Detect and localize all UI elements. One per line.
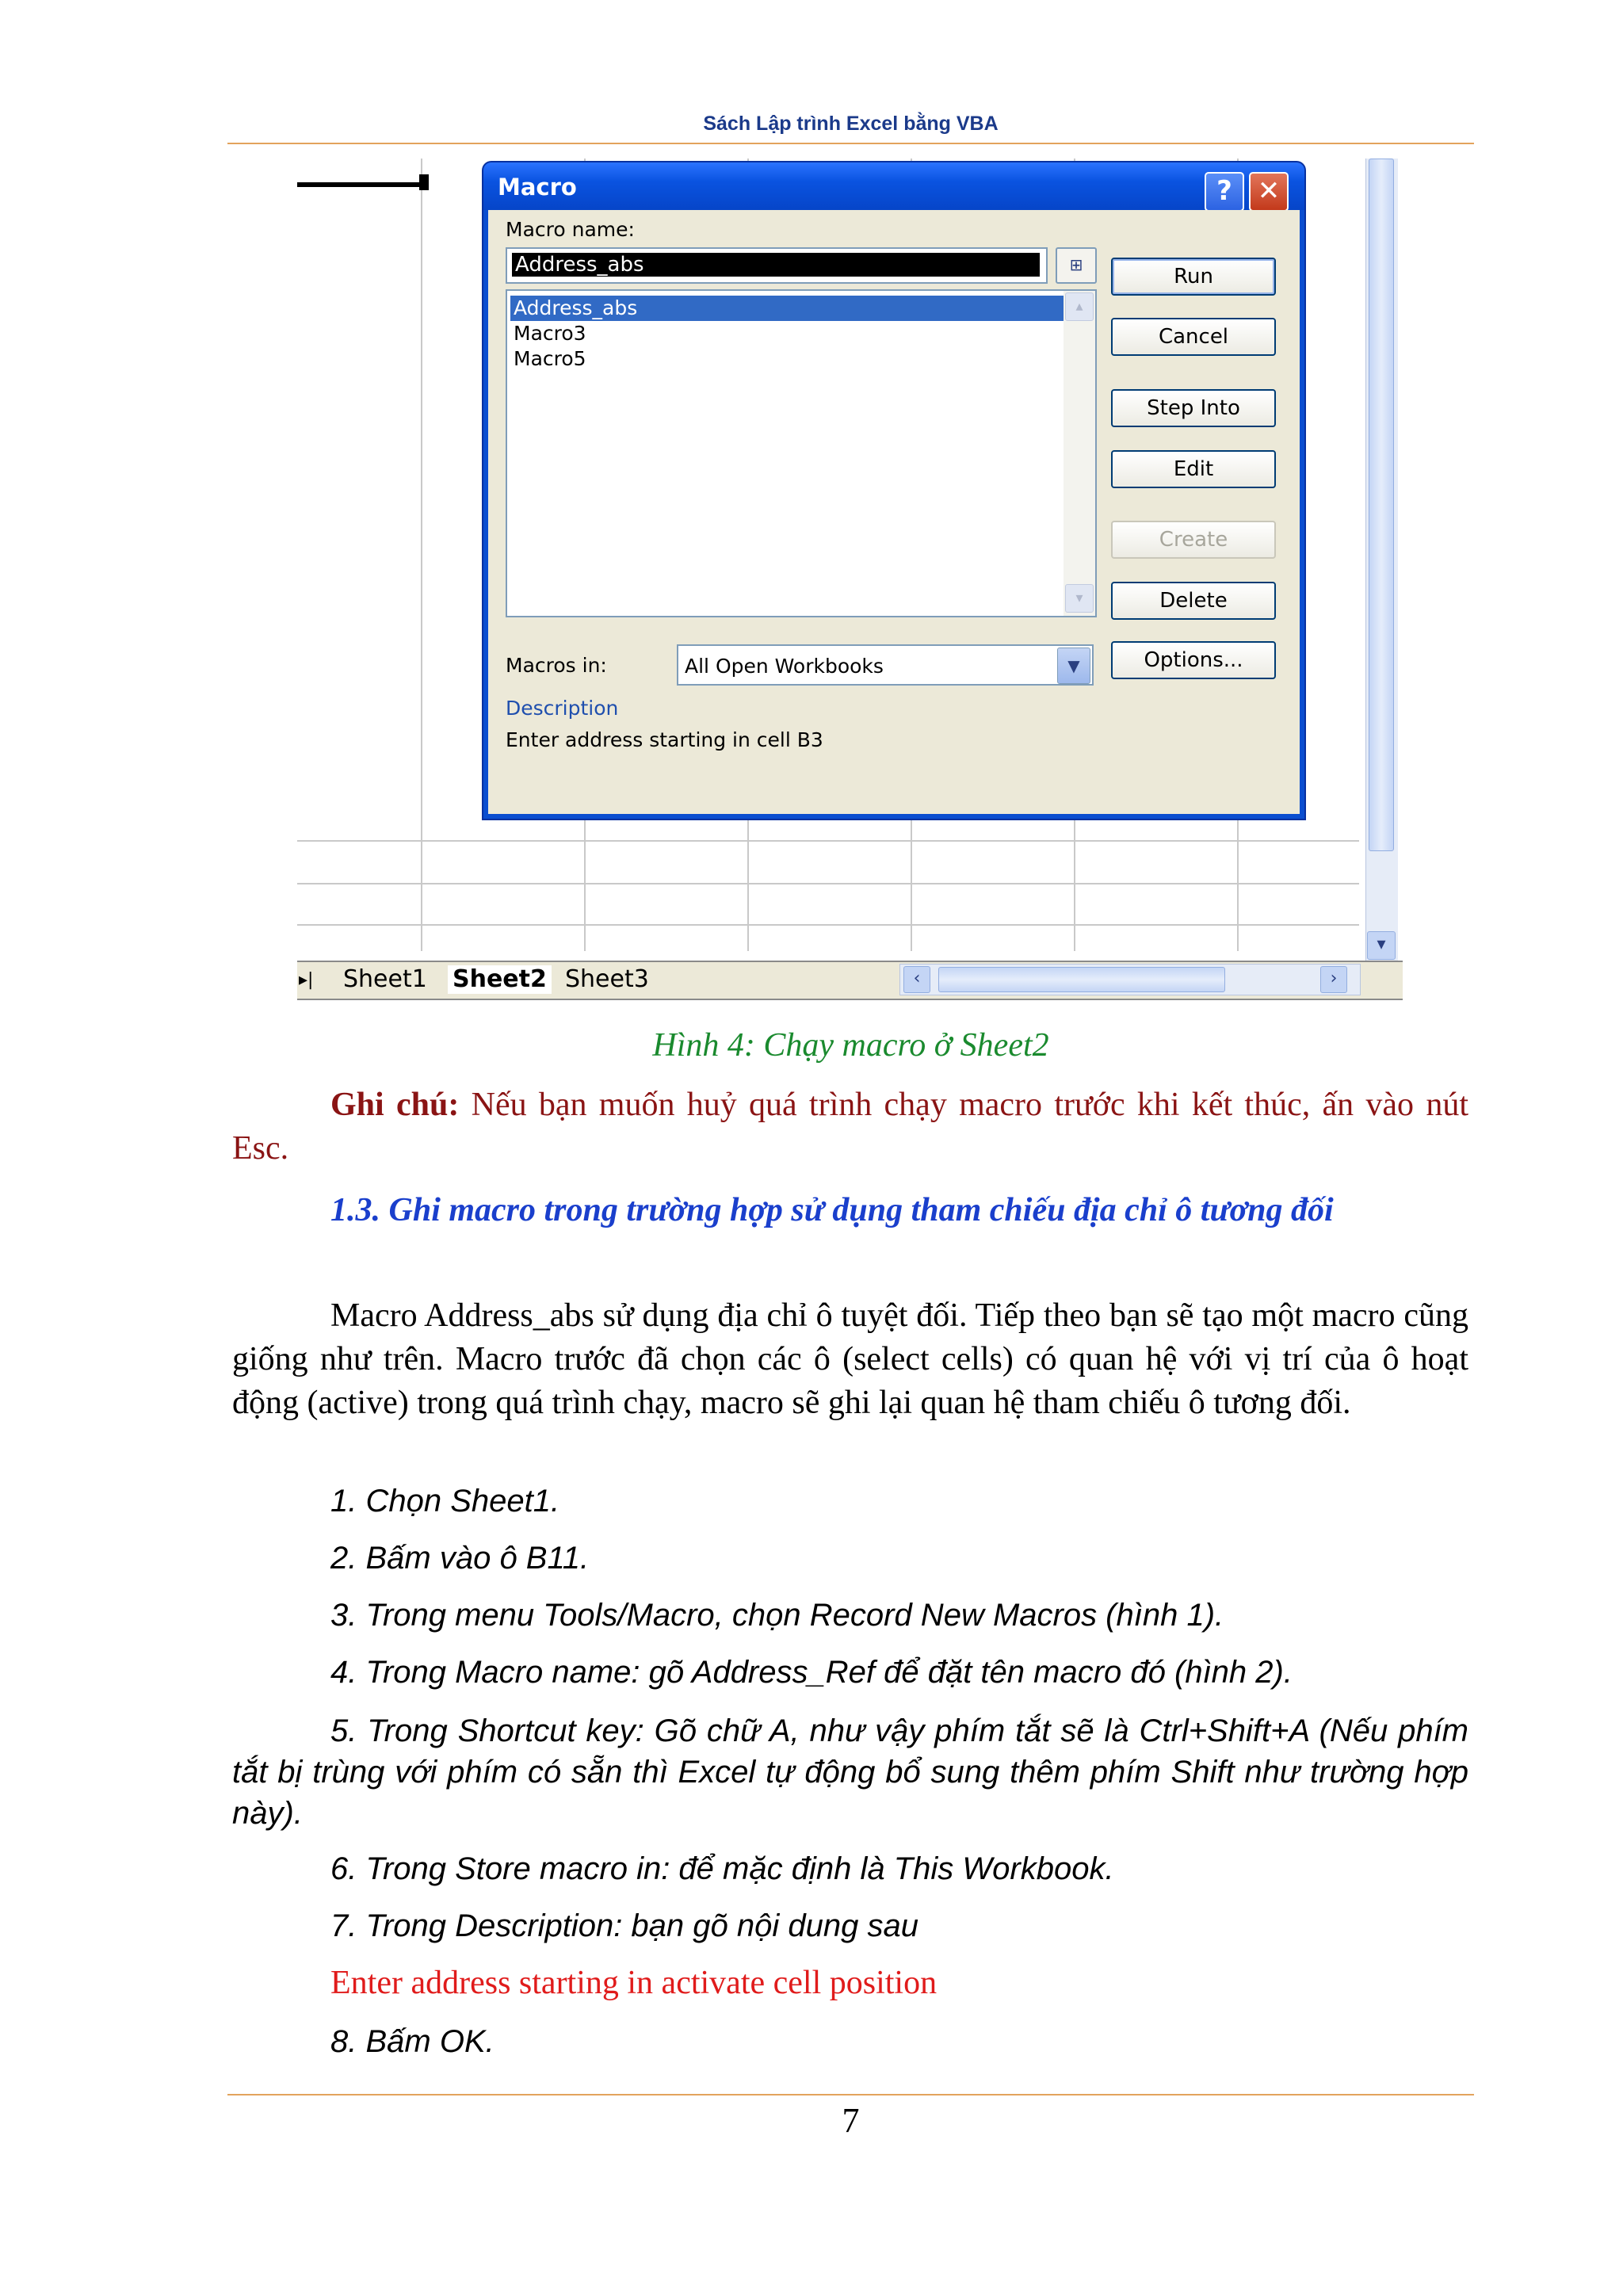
- fill-handle[interactable]: [419, 174, 429, 190]
- note-paragraph: [232, 1083, 1468, 1171]
- macros-in-label: Macros in:: [506, 654, 607, 677]
- vertical-scroll-thumb[interactable]: [1369, 159, 1394, 851]
- step-7: 7. Trong Description: bạn gõ nội dung sau: [330, 1908, 918, 1943]
- scroll-down-icon[interactable]: ▾: [1065, 584, 1094, 613]
- running-header: Sách Lập trình Excel bằng VBA: [703, 113, 999, 135]
- footer-rule: [227, 2094, 1474, 2095]
- description-label: Description: [506, 697, 619, 720]
- scroll-up-icon[interactable]: ▴: [1065, 292, 1094, 321]
- intro-paragraph: [232, 1294, 1468, 1425]
- step-8: 8. Bấm OK.: [330, 2024, 495, 2059]
- grid-line: [421, 159, 422, 951]
- horizontal-scrollbar[interactable]: [899, 964, 1361, 995]
- list-item[interactable]: Macro3: [514, 322, 586, 345]
- step-2: 2. Bấm vào ô B11.: [330, 1541, 590, 1576]
- grid-line: [297, 840, 1359, 842]
- macro-name-input[interactable]: [506, 247, 1048, 284]
- description-text: Enter address starting in cell B3: [506, 728, 823, 751]
- close-icon[interactable]: ✕: [1249, 172, 1289, 212]
- macros-in-value: All Open Workbooks: [685, 655, 884, 678]
- tab-sheet1[interactable]: Sheet1: [343, 965, 427, 993]
- list-item[interactable]: Address_abs: [510, 296, 1064, 321]
- note-text: Nếu bạn muốn huỷ quá trình chạy macro trước khi kết thúc, ấn vào nút Esc.: [232, 1087, 1469, 1167]
- step-into-button[interactable]: Step Into: [1111, 389, 1276, 427]
- excel-screenshot: [297, 159, 1403, 1007]
- tab-nav-last-icon[interactable]: ▸|: [299, 970, 314, 990]
- list-scrollbar[interactable]: [1064, 291, 1095, 616]
- tab-sheet3[interactable]: Sheet3: [565, 965, 649, 993]
- dialog-title: Macro: [498, 174, 577, 201]
- step-4: 4. Trong Macro name: gõ Address_Ref để đặt tên macro đó (hình 2).: [330, 1655, 1293, 1690]
- delete-button[interactable]: Delete: [1111, 582, 1276, 620]
- collapse-dialog-icon[interactable]: ⊞: [1056, 247, 1097, 284]
- scroll-down-icon[interactable]: ▾: [1367, 931, 1396, 960]
- active-cell-border: [297, 182, 422, 187]
- example-description-text: Enter address starting in activate cell position: [330, 1965, 938, 2001]
- scroll-right-icon[interactable]: ›: [1320, 966, 1347, 993]
- page-number: 7: [842, 2101, 860, 2140]
- macro-name-label: Macro name:: [506, 218, 635, 241]
- step-5: [232, 1710, 1468, 1834]
- step-5-text: 5. Trong Shortcut key: Gõ chữ A, như vậy phím tắt sẽ là Ctrl+Shift+A (Nếu phím tắt bị trùng với phím có sẵn thì Excel tự động bổ sung thêm phím Shift như trường hợp này).: [232, 1713, 1468, 1831]
- step-3: 3. Trong menu Tools/Macro, chọn Record New Macros (hình 1).: [330, 1598, 1224, 1633]
- note-label: Ghi chú:: [330, 1087, 460, 1123]
- dialog-titlebar: [483, 162, 1304, 210]
- chevron-down-icon[interactable]: ▼: [1057, 648, 1090, 684]
- intro-text: Macro Address_abs sử dụng địa chỉ ô tuyệt đối. Tiếp theo bạn sẽ tạo một macro cũng giống như trên. Macro trước đã chọn các ô (select cells) có quan hệ với vị trí của ô hoạt động (active) trong quá trình chạy, macro sẽ ghi lại quan hệ tham chiếu ô tương đối.: [232, 1297, 1468, 1421]
- run-button[interactable]: Run: [1111, 258, 1276, 296]
- help-icon[interactable]: ?: [1205, 172, 1244, 212]
- grid-line: [297, 883, 1359, 884]
- macros-in-select[interactable]: [677, 644, 1094, 686]
- options-button[interactable]: Options...: [1111, 641, 1276, 679]
- create-button: Create: [1111, 521, 1276, 559]
- horizontal-scroll-thumb[interactable]: [938, 967, 1225, 992]
- edit-button[interactable]: Edit: [1111, 450, 1276, 488]
- grid-line: [297, 924, 1359, 926]
- figure-caption: Hình 4: Chạy macro ở Sheet2: [652, 1027, 1049, 1064]
- step-6: 6. Trong Store macro in: để mặc định là This Workbook.: [330, 1851, 1114, 1886]
- section-heading-text: 1.3. Ghi macro trong trường hợp sử dụng tham chiếu địa chỉ ô tương đối: [330, 1192, 1334, 1228]
- macro-dialog: [483, 162, 1304, 819]
- cancel-button[interactable]: Cancel: [1111, 318, 1276, 356]
- macro-name-value: Address_abs: [512, 253, 1040, 277]
- section-heading: [232, 1189, 1468, 1232]
- step-1: 1. Chọn Sheet1.: [330, 1484, 560, 1519]
- tab-sheet2[interactable]: Sheet2: [448, 965, 552, 994]
- header-rule: [227, 143, 1474, 144]
- list-item[interactable]: Macro5: [514, 347, 586, 370]
- scroll-left-icon[interactable]: ‹: [903, 966, 930, 993]
- macro-list[interactable]: [506, 289, 1097, 617]
- dialog-body: [488, 210, 1300, 814]
